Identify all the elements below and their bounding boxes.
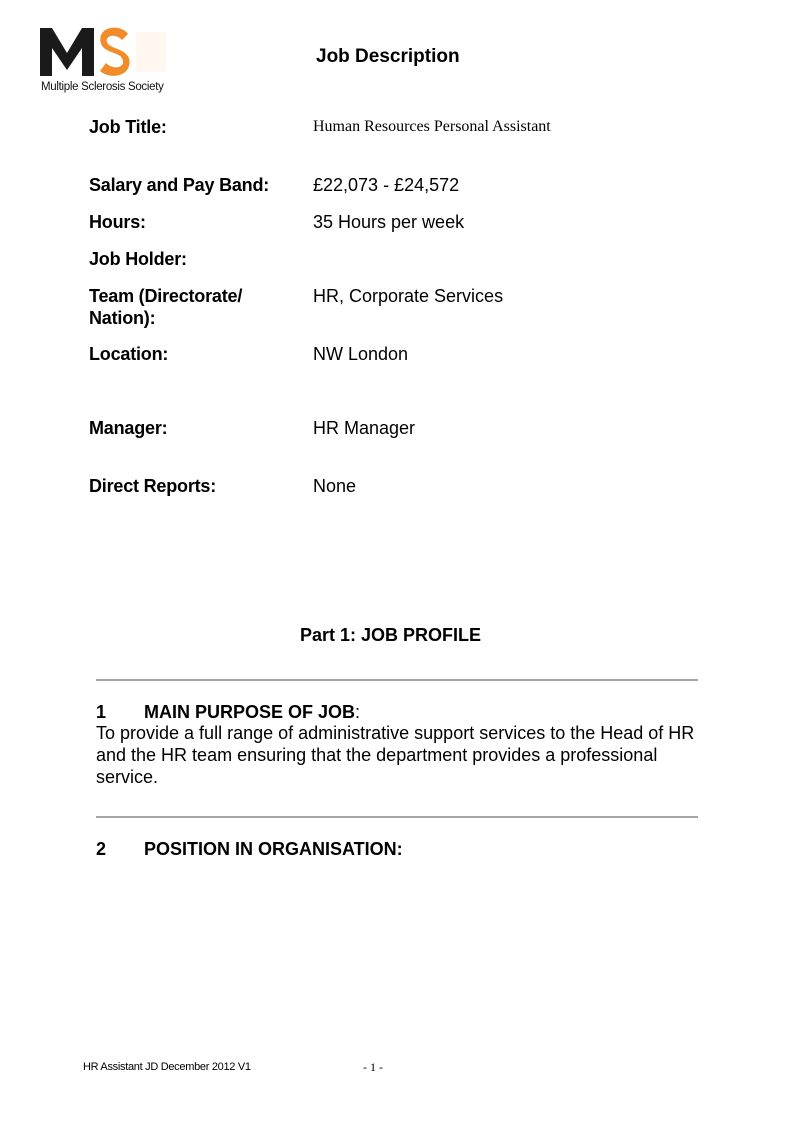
field-label-manager: Manager: xyxy=(89,418,168,438)
field-label-job-holder: Job Holder: xyxy=(89,249,187,269)
field-value-hours: 35 Hours per week xyxy=(313,212,465,232)
section-divider xyxy=(96,679,698,681)
field-value-job-title: Human Resources Personal Assistant xyxy=(313,118,551,135)
field-value-manager: HR Manager xyxy=(313,418,416,438)
field-label-team: Team (Directorate/ Nation): xyxy=(89,286,243,328)
section-title-text: MAIN PURPOSE OF JOB xyxy=(144,702,356,722)
section-divider xyxy=(96,816,698,818)
section-title-colon: : xyxy=(355,702,361,722)
field-value-direct-reports: None xyxy=(313,476,357,496)
ms-society-logo xyxy=(40,26,175,98)
logo-caption: Multiple Sclerosis Society xyxy=(41,81,164,93)
field-value-team: HR, Corporate Services xyxy=(313,286,504,306)
field-value-salary: £22,073 - £24,572 xyxy=(313,175,460,195)
logo-letter-m-shape xyxy=(40,28,94,76)
section-number: 2 xyxy=(96,839,107,859)
document-title: Job Description xyxy=(316,46,460,67)
part-heading: Part 1: JOB PROFILE xyxy=(300,625,482,645)
section-body-main-purpose: To provide a full range of administrative support services to the Head of HR and the HR team ensuring that the department provides a professional service. xyxy=(96,723,695,787)
logo-letter-s-shape xyxy=(100,28,130,76)
ms-logo-mark-icon xyxy=(40,26,175,78)
section-title-position xyxy=(144,839,403,860)
section-title-text: POSITION IN ORGANISATION: xyxy=(144,839,403,859)
field-label-job-title: Job Title: xyxy=(89,117,167,137)
section-number: 1 xyxy=(96,702,107,722)
field-value-location: NW London xyxy=(313,344,409,364)
footer-page-number: - 1 - xyxy=(363,1060,383,1074)
footer-document-ref: HR Assistant JD December 2012 V1 xyxy=(83,1061,251,1073)
field-label-salary: Salary and Pay Band: xyxy=(89,175,270,195)
field-label-hours: Hours: xyxy=(89,212,146,232)
field-label-direct-reports: Direct Reports: xyxy=(89,476,217,496)
field-label-location: Location: xyxy=(89,344,169,364)
section-title-main-purpose xyxy=(144,702,360,723)
logo-bar-shape xyxy=(136,32,166,72)
